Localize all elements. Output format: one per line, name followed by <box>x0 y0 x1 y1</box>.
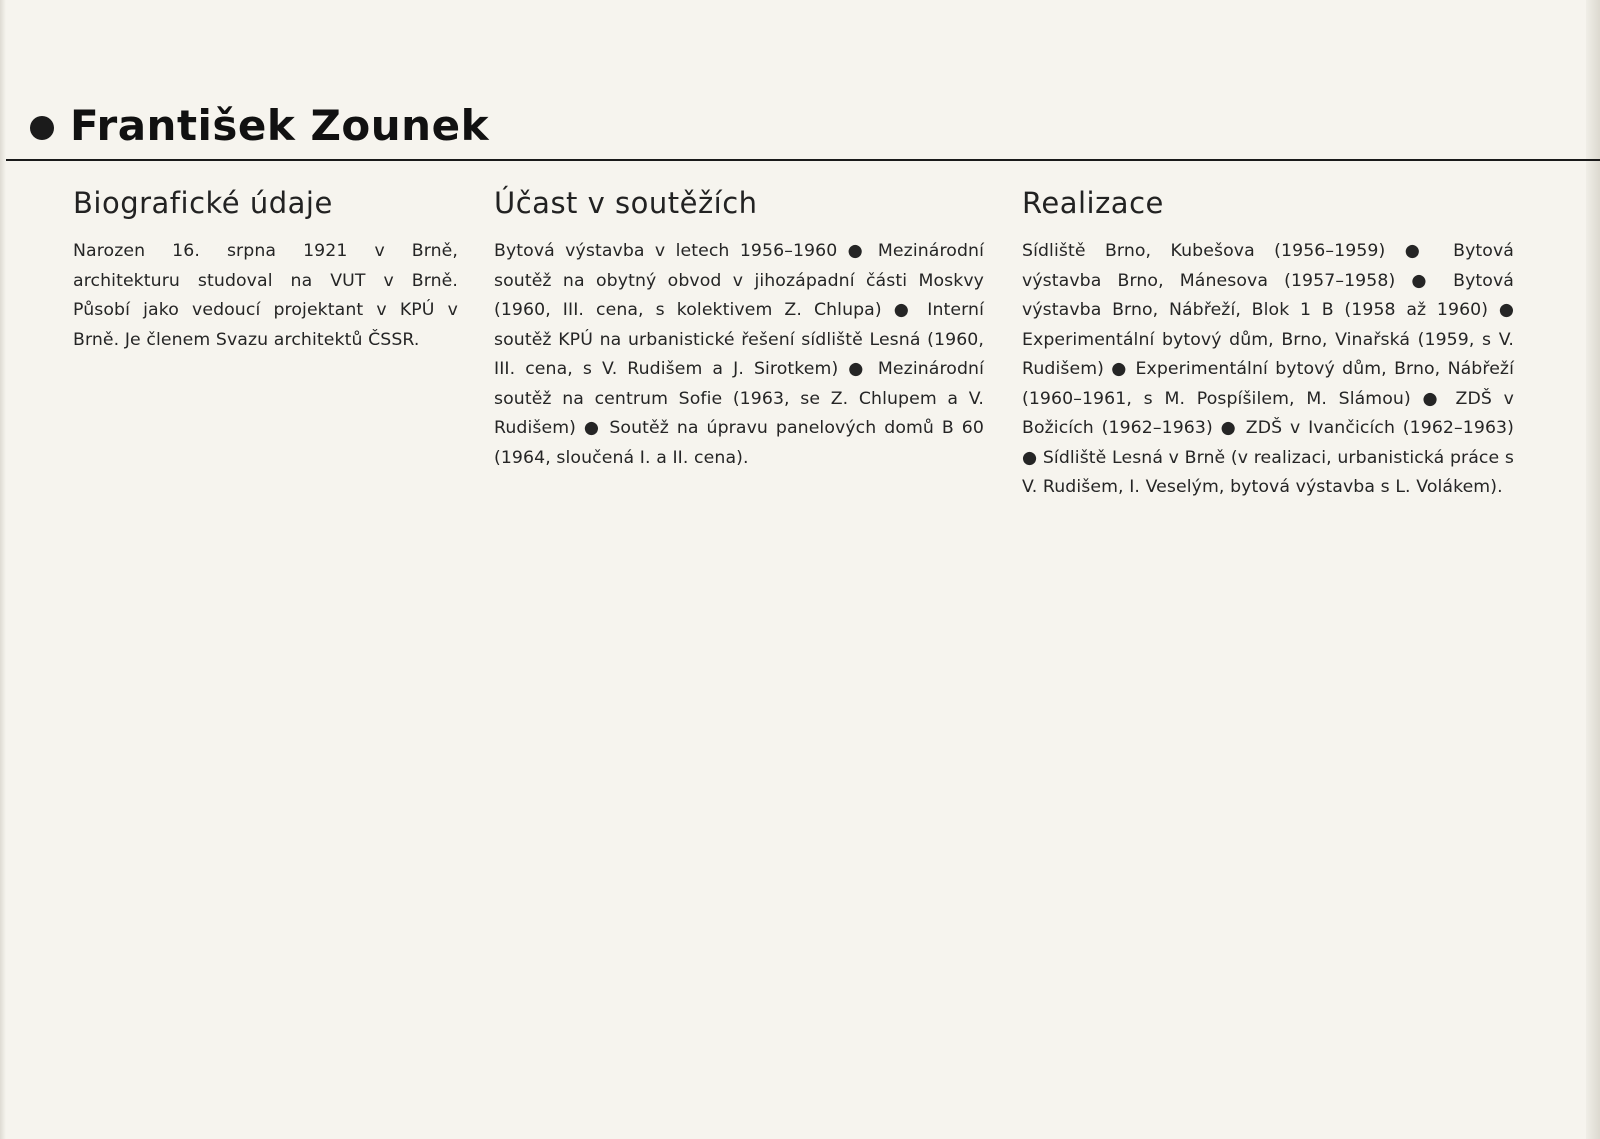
page-header <box>30 98 489 154</box>
realizations-text: Sídliště Brno, Kubešova (1956–1959) ● Bytová výstavba Brno, Mánesova (1957–1958) ● Bytová výstavba Brno, Nábřeží, Blok 1 B (1958 až 1960) ● Experimentální bytový dům, Brno, Vinařská (1959, s V. Rudišem) ● Experimentální bytový dům, Brno, Nábřeží (1960–1961, s M. Pospíšilem, M. Slámou) ● ZDŠ v Božicích (1962–1963) ● ZDŠ v Ivančicích (1962–1963) ● Sídliště Lesná v Brně (v realizaci, urbanistická práce s V. Rudišem, I. Veselým, bytová výstavba s L. Volákem). <box>1022 241 1514 497</box>
header-rule <box>6 159 1600 161</box>
biography-text: Narozen 16. srpna 1921 v Brně, architekturu studoval na VUT v Brně. Působí jako vedoucí projektant v KPÚ v Brně. Je členem Svazu architektů ČSSR. <box>73 241 458 350</box>
competitions-column <box>494 183 984 473</box>
biography-column <box>73 183 458 355</box>
page-edge-right <box>1586 0 1600 1139</box>
competitions-text: Bytová výstavba v letech 1956–1960 ● Mezinárodní soutěž na obytný obvod v jihozápadní části Moskvy (1960, III. cena, s kolektivem Z. Chlupa) ● Interní soutěž KPÚ na urbanistické řešení sídliště Lesná (1960, III. cena, s V. Rudišem a J. Sirotkem) ● Mezinárodní soutěž na centrum Sofie (1963, se Z. Chlupem a V. Rudišem) ● Soutěž na úpravu panelových domů B 60 (1964, sloučená I. a II. cena). <box>494 241 984 468</box>
realizations-heading: Realizace <box>1022 186 1164 220</box>
realizations-column <box>1022 183 1514 503</box>
biography-heading: Biografické údaje <box>73 186 333 220</box>
page-edge-left <box>0 0 6 1139</box>
page-title: František Zounek <box>70 101 489 150</box>
competitions-heading: Účast v soutěžích <box>494 186 758 220</box>
bullet-icon <box>30 116 54 140</box>
